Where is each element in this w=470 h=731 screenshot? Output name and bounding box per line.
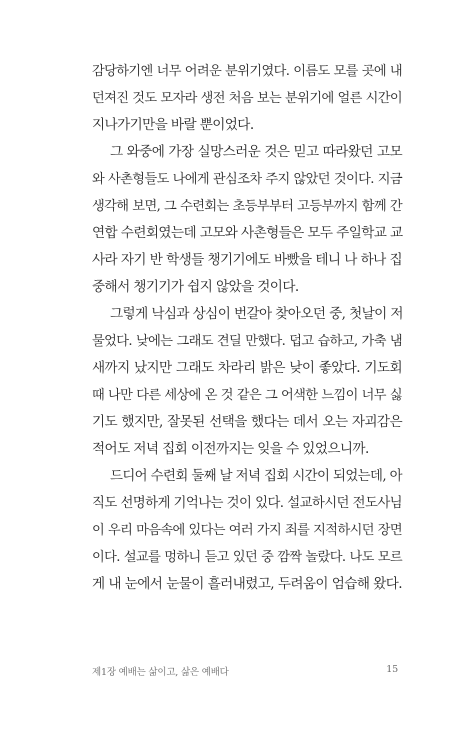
text-line: 드디어 수련회 둘째 날 저녁 집회 시간이 되었는데, 아 [110,469,402,484]
text-line: 새까지 났지만 그래도 차라리 밝은 낮이 좋았다. 기도회 [92,360,402,376]
text-line: 사라 자기 반 학생들 챙기기에도 바빴을 테니 나 하나 집 [92,252,402,268]
page-number: 15 [386,664,398,675]
text-line: 그렇게 낙심과 상심이 번갈아 찾아오던 중, 첫날이 저 [110,306,403,322]
text-line: 적어도 저녁 집회 이전까지는 잊을 수 있었으니까. [92,441,369,457]
page-footer [92,664,402,682]
text-line: 던져진 것도 모자라 생전 처음 보는 분위기에 얼른 시간이 [92,91,402,106]
text-line: 때 나만 다른 세상에 온 것 같은 그 어색한 느낌이 너무 싫 [92,388,402,403]
text-line: 직도 선명하게 기억나는 것이 있다. 설교하시던 전도사님 [92,496,402,511]
text-line: 지나가기만을 바랄 뿐이었다. [92,117,254,133]
text-line: 생각해 보면, 그 수련회는 초등부부터 고등부까지 함께 간 [92,199,402,214]
chapter-title: 제1장 예배는 삶이고, 삶은 예배다 [92,667,229,678]
text-line: 연합 수련회였는데 고모와 사촌형들은 모두 주일학교 교 [92,225,403,241]
text-line: 감당하기엔 너무 어려운 분위기였다. 이름도 모를 곳에 내 [92,64,402,79]
text-line: 게 내 눈에서 눈물이 흘러내렸고, 두려움이 엄습해 왔다. [92,576,402,592]
text-line: 이다. 설교를 멍하니 듣고 있던 중 깜짝 놀랐다. 나도 모르 [92,550,402,565]
text-line: 와 사촌형들도 나에게 관심조차 주지 않았던 것이다. 지금 [92,172,402,187]
text-line: 중해서 챙기기가 쉽지 않았을 것이다. [92,279,299,295]
text-line: 그 와중에 가장 실망스러운 것은 믿고 따라왔던 고모 [110,144,402,160]
text-line: 물었다. 낮에는 그래도 견딜 만했다. 덥고 습하고, 가축 냄 [92,334,402,349]
text-line: 이 우리 마음속에 있다는 여러 가지 죄를 지적하시던 장면 [92,523,402,538]
text-line: 기도 했지만, 잘못된 선택을 했다는 데서 오는 자괴감은 [92,414,402,430]
